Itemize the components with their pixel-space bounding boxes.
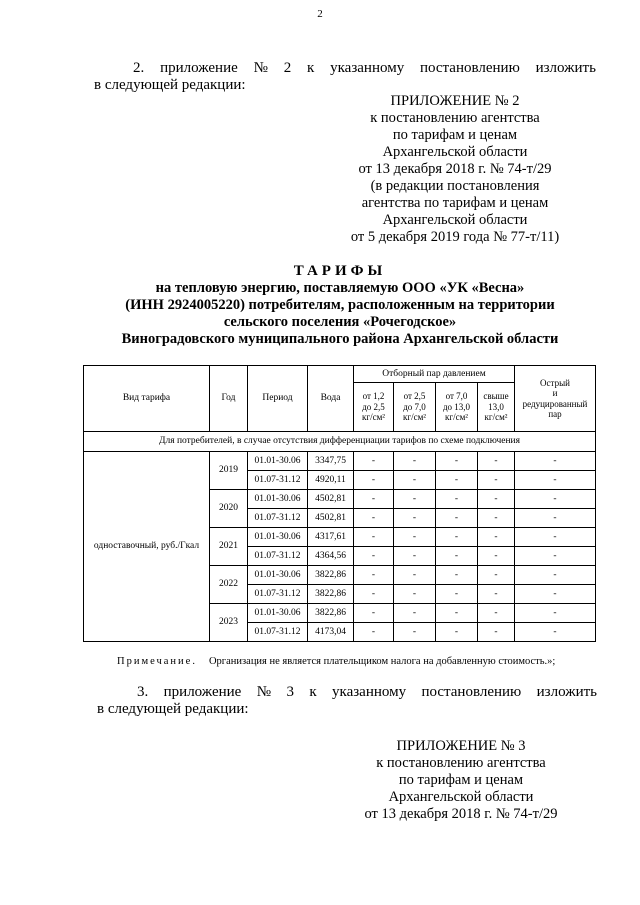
page-number: 2 — [317, 8, 323, 20]
header-pressure-3 — [436, 383, 478, 432]
header-line: кг/см² — [484, 412, 508, 423]
sharp-steam-cell: - — [515, 604, 596, 623]
title-line: (ИНН 2924005220) потребителям, расположенным на территории — [125, 297, 555, 313]
header-pressure-1 — [354, 383, 394, 432]
pressure-cell: - — [354, 585, 394, 604]
pressure-cell: - — [436, 585, 478, 604]
water-cell: 4502,81 — [308, 490, 354, 509]
pressure-cell: - — [436, 566, 478, 585]
header-line: до 7,0 — [403, 401, 426, 412]
paragraph-2-line-1 — [94, 60, 596, 77]
word: постановлению — [421, 684, 522, 700]
appendix-3-heading — [336, 738, 586, 823]
pressure-cell: - — [478, 585, 515, 604]
sharp-steam-cell: - — [515, 509, 596, 528]
word: 3 — [286, 684, 294, 700]
header-selected-steam: Отборный пар давлением — [354, 366, 515, 383]
period-cell: 01.07-31.12 — [248, 547, 308, 566]
word: изложить — [536, 684, 597, 700]
sharp-steam-cell: - — [515, 566, 596, 585]
pressure-cell: - — [394, 566, 436, 585]
header-water: Вода — [308, 366, 354, 432]
pressure-cell: - — [436, 604, 478, 623]
appendix-line: к постановлению агентства — [376, 755, 546, 771]
table-subheader: Для потребителей, в случае отсутствия дифференциации тарифов по схеме подключения — [84, 432, 596, 452]
title-main: ТАРИФЫ — [293, 263, 387, 279]
pressure-cell: - — [478, 566, 515, 585]
pressure-cell: - — [436, 509, 478, 528]
pressure-cell: - — [354, 490, 394, 509]
pressure-cell: - — [394, 547, 436, 566]
pressure-cell: - — [394, 623, 436, 642]
period-cell: 01.07-31.12 — [248, 509, 308, 528]
pressure-cell: - — [354, 471, 394, 490]
pressure-cell: - — [436, 547, 478, 566]
pressure-cell: - — [478, 623, 515, 642]
header-line: редуцированный — [522, 398, 588, 409]
pressure-cell: - — [354, 623, 394, 642]
water-cell: 4502,81 — [308, 509, 354, 528]
pressure-cell: - — [354, 547, 394, 566]
appendix-line: Архангельской области — [382, 144, 528, 160]
water-cell: 3822,86 — [308, 585, 354, 604]
pressure-cell: - — [478, 528, 515, 547]
header-pressure-4 — [478, 383, 515, 432]
note-lead: Примечание. — [117, 656, 197, 667]
header-line: кг/см² — [362, 412, 385, 423]
pressure-cell: - — [478, 452, 515, 471]
appendix-line: от 13 декабря 2018 г. № 74-т/29 — [358, 161, 552, 177]
appendix-line: агентства по тарифам и ценам — [361, 195, 549, 211]
tariff-type-cell: одноставочный, руб./Гкал — [84, 452, 210, 642]
title-line: сельского поселения «Рочегодское» — [223, 314, 457, 330]
pressure-cell: - — [394, 452, 436, 471]
pressure-cell: - — [354, 566, 394, 585]
appendix-line: Архангельской области — [388, 789, 534, 805]
word: № — [253, 60, 268, 76]
paragraph-3-line-2: в следующей редакции: — [97, 701, 249, 717]
appendix-line: Архангельской области — [382, 212, 528, 228]
pressure-cell: - — [394, 585, 436, 604]
appendix-line: от 13 декабря 2018 г. № 74-т/29 — [364, 806, 558, 822]
title-line: Виноградовского муниципального района Архангельской области — [121, 331, 559, 347]
appendix-line: ПРИЛОЖЕНИЕ № 3 — [396, 738, 526, 754]
sharp-steam-cell: - — [515, 471, 596, 490]
paragraph-3 — [97, 684, 597, 718]
header-period: Период — [248, 366, 308, 432]
header-pressure-2 — [394, 383, 436, 432]
pressure-cell: - — [478, 509, 515, 528]
word: указанному — [332, 684, 407, 700]
header-line: свыше — [483, 391, 509, 402]
pressure-cell: - — [394, 604, 436, 623]
word: 3. — [137, 684, 149, 700]
water-cell: 3347,75 — [308, 452, 354, 471]
period-cell: 01.01-30.06 — [248, 490, 308, 509]
appendix-line: по тарифам и ценам — [392, 127, 518, 143]
pressure-cell: - — [478, 604, 515, 623]
year-cell: 2021 — [210, 528, 248, 566]
water-cell: 3822,86 — [308, 566, 354, 585]
sharp-steam-cell: - — [515, 452, 596, 471]
note-text: Организация не является плательщиком налога на добавленную стоимость.»; — [208, 656, 556, 667]
appendix-2-heading — [330, 93, 580, 246]
header-line: до 2,5 — [362, 401, 385, 412]
appendix-line: от 5 декабря 2019 года № 77-т/11) — [350, 229, 560, 245]
pressure-cell: - — [354, 509, 394, 528]
header-line: до 13,0 — [442, 401, 471, 412]
water-cell: 4173,04 — [308, 623, 354, 642]
word: 2 — [283, 60, 292, 76]
paragraph-2-line-2: в следующей редакции: — [94, 77, 246, 93]
period-cell: 01.01-30.06 — [248, 604, 308, 623]
period-cell: 01.01-30.06 — [248, 452, 308, 471]
year-cell: 2023 — [210, 604, 248, 642]
word: изложить — [535, 60, 596, 76]
water-cell: 3822,86 — [308, 604, 354, 623]
header-line: 13,0 — [488, 401, 504, 412]
year-cell: 2019 — [210, 452, 248, 490]
word: к — [307, 60, 315, 76]
header-line: Острый — [540, 377, 570, 388]
period-cell: 01.01-30.06 — [248, 566, 308, 585]
pressure-cell: - — [478, 547, 515, 566]
header-line: кг/см² — [445, 412, 468, 423]
paragraph-3-line-1 — [97, 684, 597, 701]
pressure-cell: - — [436, 528, 478, 547]
pressure-cell: - — [354, 452, 394, 471]
header-line: от 2,5 — [403, 391, 426, 402]
pressure-cell: - — [394, 509, 436, 528]
word: приложение — [160, 60, 238, 76]
word: 2. — [133, 60, 145, 76]
pressure-cell: - — [436, 623, 478, 642]
period-cell: 01.07-31.12 — [248, 471, 308, 490]
appendix-line: (в редакции постановления — [370, 178, 540, 194]
appendix-line: к постановлению агентства — [370, 110, 540, 126]
title-line: на тепловую энергию, поставляемую ООО «УК «Весна» — [155, 280, 525, 296]
pressure-cell: - — [354, 528, 394, 547]
pressure-cell: - — [436, 471, 478, 490]
pressure-cell: - — [354, 604, 394, 623]
header-year: Год — [210, 366, 248, 432]
appendix-line: ПРИЛОЖЕНИЕ № 2 — [390, 93, 520, 109]
header-line: кг/см² — [403, 412, 426, 423]
header-line: пар — [548, 409, 562, 419]
word: приложение — [163, 684, 242, 700]
word: к — [309, 684, 317, 700]
sharp-steam-cell: - — [515, 623, 596, 642]
word: указанному — [330, 60, 405, 76]
pressure-cell: - — [478, 490, 515, 509]
tariff-title — [60, 263, 620, 348]
word: постановлению — [420, 60, 520, 76]
water-cell: 4920,11 — [308, 471, 354, 490]
sharp-steam-cell: - — [515, 547, 596, 566]
pressure-cell: - — [394, 490, 436, 509]
header-type: Вид тарифа — [84, 366, 210, 432]
water-cell: 4317,61 — [308, 528, 354, 547]
year-cell: 2020 — [210, 490, 248, 528]
year-cell: 2022 — [210, 566, 248, 604]
appendix-line: по тарифам и ценам — [398, 772, 524, 788]
pressure-cell: - — [436, 452, 478, 471]
word: № — [256, 684, 272, 700]
header-line: от 1,2 — [362, 391, 385, 402]
tariff-table — [83, 365, 596, 642]
water-cell: 4364,56 — [308, 547, 354, 566]
period-cell: 01.01-30.06 — [248, 528, 308, 547]
sharp-steam-cell: - — [515, 585, 596, 604]
sharp-steam-cell: - — [515, 528, 596, 547]
pressure-cell: - — [394, 471, 436, 490]
period-cell: 01.07-31.12 — [248, 585, 308, 604]
paragraph-2 — [94, 60, 596, 94]
pressure-cell: - — [478, 471, 515, 490]
period-cell: 01.07-31.12 — [248, 623, 308, 642]
header-sharp-steam — [515, 366, 596, 432]
header-line: от 7,0 — [445, 391, 468, 402]
sharp-steam-cell: - — [515, 490, 596, 509]
pressure-cell: - — [394, 528, 436, 547]
header-line: и — [552, 388, 558, 398]
pressure-cell: - — [436, 490, 478, 509]
table-note — [117, 655, 617, 668]
